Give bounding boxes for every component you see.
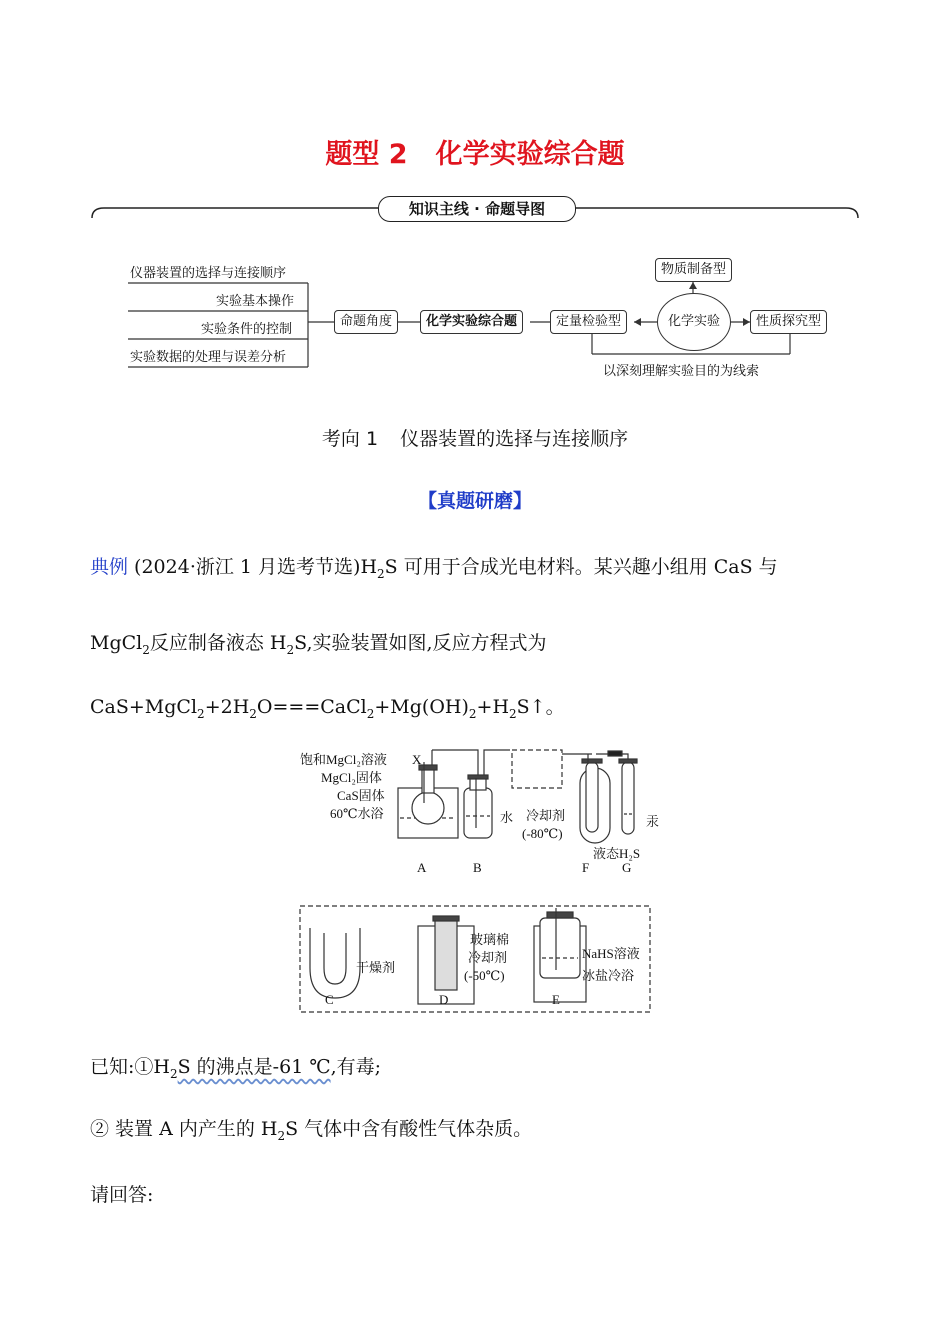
- question-prompt: 请回答:: [90, 1184, 154, 1206]
- label-a1: 饱和MgCl₂溶液: [300, 752, 387, 767]
- example-line-2: MgCl$_2$反应制备液态 $H_2S$,实验装置如图,反应方程式为: [90, 632, 547, 657]
- label-E: E: [552, 992, 560, 1007]
- apparatus-diagram: [290, 748, 670, 1023]
- label-coolant: 冷却剂: [526, 808, 566, 823]
- example-line-3: $CaS+MgCl_2+2H_2O===CaCl_2+Mg(OH)_2+H_2S↑$。: [90, 696, 565, 721]
- label-D: D: [439, 992, 449, 1007]
- label-x: X: [412, 752, 422, 767]
- label-A: A: [417, 860, 427, 875]
- section-heading: 【真题研磨】: [417, 490, 532, 512]
- left-item-2: 实验基本操作: [216, 294, 295, 309]
- label-a2: MgCl₂固体: [321, 770, 382, 785]
- left-item-3: 实验条件的控制: [201, 322, 293, 337]
- label-ice-salt: 冰盐冷浴: [582, 968, 635, 983]
- label-G: G: [622, 860, 632, 875]
- subtitle: 考向 1 仪器装置的选择与连接顺序: [321, 428, 629, 450]
- example-line-1: 典例 (2024·浙江 1 月选考节选)$H_2S$ 可用于合成光电材料。某兴趣小组用 CaS 与: [90, 556, 778, 581]
- apparatus-figure: [290, 748, 670, 1023]
- label-water: 水: [500, 810, 514, 825]
- label-nahs: NaHS溶液: [582, 946, 640, 961]
- clue-label: 以深刻理解实验目的为线索: [603, 364, 760, 379]
- experiment-oval: 化学实验: [657, 293, 731, 351]
- label-C: C: [325, 992, 334, 1007]
- known-line-1: 已知$:①H_2S$ 的沸点是-61 ℃,有毒;: [90, 1056, 382, 1081]
- label-coolant-temp: (-80℃): [522, 826, 563, 841]
- label-coolant2-temp: (-50℃): [464, 968, 505, 983]
- center-box: 化学实验综合题: [420, 310, 523, 334]
- left-item-4: 实验数据的处理与误差分析: [130, 350, 287, 365]
- angle-box: 命题角度: [334, 310, 398, 334]
- label-glass-wool: 玻璃棉: [470, 932, 510, 947]
- label-drier: 干燥剂: [356, 960, 396, 975]
- page-title: 题型 2 化学实验综合题: [325, 139, 625, 170]
- example-tag: 典例: [90, 556, 129, 578]
- label-a3: CaS固体: [337, 788, 385, 803]
- section-band: [90, 196, 860, 226]
- label-coolant2: 冷却剂: [468, 950, 508, 965]
- explore-box: 性质探究型: [750, 310, 827, 334]
- label-mercury: 汞: [646, 814, 660, 829]
- label-liquid: 液态H₂S: [593, 846, 641, 861]
- prep-box: 物质制备型: [655, 258, 732, 282]
- label-F: F: [582, 860, 590, 875]
- label-B: B: [473, 860, 482, 875]
- mind-map: [90, 250, 870, 385]
- band-label: 知识主线 · 命题导图: [378, 196, 576, 222]
- label-a4: 60℃水浴: [330, 806, 384, 821]
- quant-box: 定量检验型: [550, 310, 627, 334]
- known-line-2: ② 装置 A 内产生的 $H_2S$ 气体中含有酸性气体杂质。: [90, 1118, 533, 1143]
- left-item-1: 仪器装置的选择与连接顺序: [130, 266, 287, 281]
